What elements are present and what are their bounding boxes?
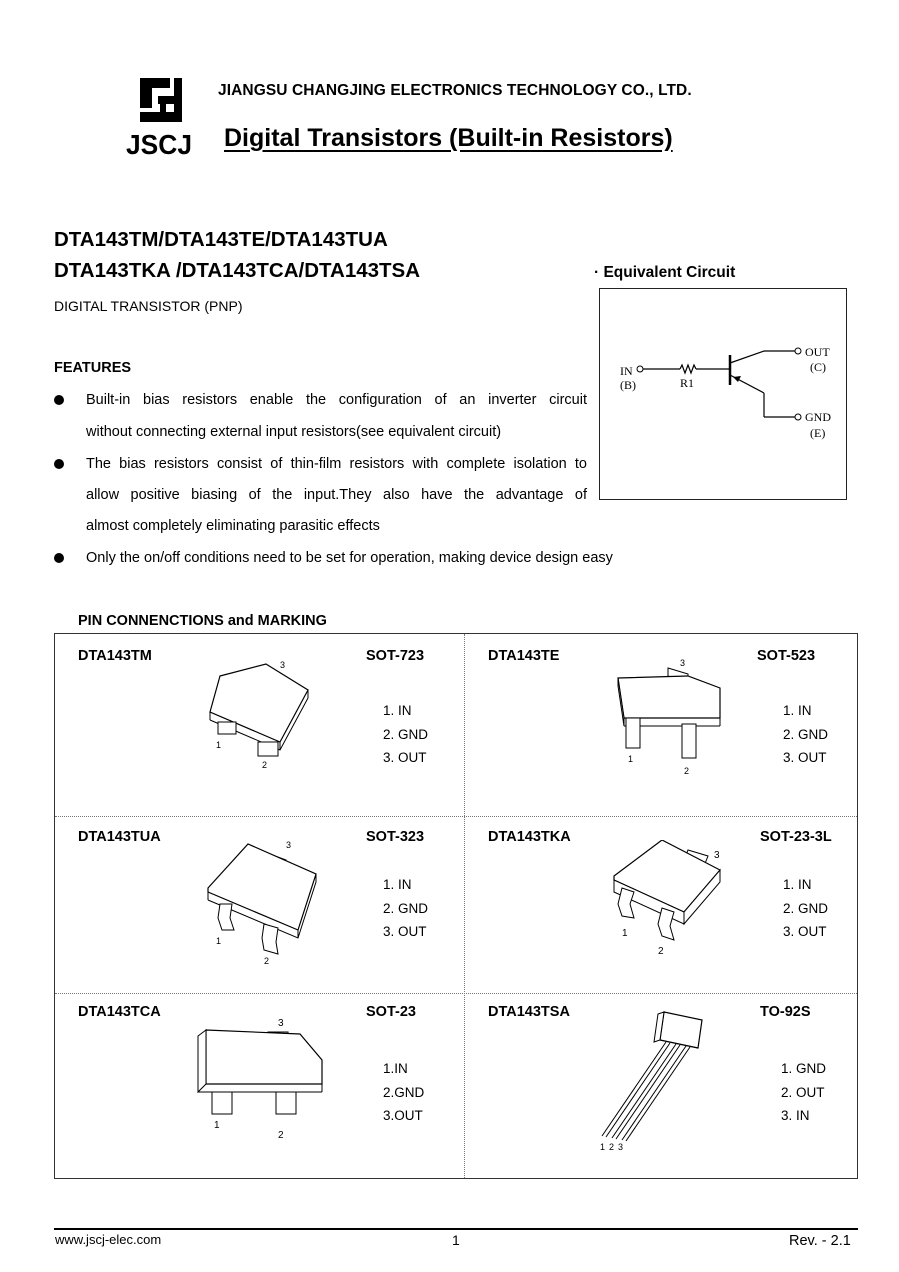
feature-2-line-3: almost completely eliminating parasitic effects [86,518,380,534]
logo-text: JSCJ [126,129,192,156]
sot-23-package-drawing [192,1012,332,1144]
svg-text:3: 3 [714,850,720,861]
pin-2-label: 2. GND [783,900,829,916]
resistor-r1 [680,365,696,373]
bullet-icon [54,459,64,469]
device-subtitle: DIGITAL TRANSISTOR (PNP) [54,298,243,314]
pin-1-label: 1. IN [783,877,812,892]
svg-text:1: 1 [600,1142,606,1152]
cell-package-name: SOT-23 [366,1004,416,1020]
feature-1-line-2: without connecting external input resistors(see equivalent circuit) [86,424,502,440]
circuit-gnd-label: GND [805,410,831,424]
footer-website-link[interactable]: www.jscj-elec.com [55,1232,162,1247]
svg-text:1: 1 [216,936,222,946]
svg-text:2: 2 [278,1130,284,1141]
cell-part-name: DTA143TCA [78,1004,161,1020]
pin-1-label: 1. IN [383,877,412,892]
pin-3-label: 3. OUT [383,750,427,765]
svg-text:2: 2 [609,1142,615,1152]
svg-text:3: 3 [618,1142,624,1152]
equivalent-circuit-diagram [599,288,847,500]
part-numbers-line-1: DTA143TM/DTA143TE/DTA143TUA [54,228,388,251]
bullet-icon [54,553,64,563]
collector-leg [730,351,764,363]
feature-1-line-1: Built-in bias resistors enable the configuration of an inverter circuit [86,392,587,408]
equivalent-circuit-label: · Equivalent Circuit [594,264,736,281]
document-title: Digital Transistors (Built-in Resistors) [224,124,673,152]
company-logo [126,74,192,156]
bullet-icon [54,395,64,405]
pin-3-label: 3. OUT [383,924,427,939]
circuit-gnd-pin: (E) [810,426,826,440]
resistor-label: R1 [680,376,695,390]
pin-2-label: 2. GND [383,726,429,742]
svg-text:3: 3 [278,1018,284,1029]
features-heading: FEATURES [54,360,132,376]
svg-text:3: 3 [680,658,686,668]
table-divider-horizontal [55,993,857,994]
pin-2-label: 2.GND [383,1084,425,1100]
circuit-out-pin: (C) [810,360,826,374]
svg-text:2: 2 [684,766,690,776]
table-divider-vertical [464,634,465,1178]
cell-pin-list [383,1057,424,1128]
pin-2-label: 2. OUT [781,1084,825,1100]
svg-text:3: 3 [280,660,286,670]
sot-23-3l-package-drawing [608,840,734,960]
table-divider-horizontal [55,816,857,817]
cell-part-name: DTA143TKA [488,829,571,845]
svg-text:1: 1 [216,740,222,750]
cell-pin-list [783,873,828,944]
in-terminal [637,366,643,372]
footer-revision: Rev. - 2.1 [789,1233,851,1249]
pin-3-label: 3. IN [781,1108,810,1123]
sot-723-package-drawing [200,656,320,772]
cell-package-name: SOT-323 [366,829,425,845]
pin-2-label: 2. GND [783,726,829,742]
pin-3-label: 3. OUT [783,924,827,939]
svg-text:1: 1 [628,754,634,764]
svg-text:3: 3 [286,840,292,850]
cell-part-name: DTA143TSA [488,1004,570,1020]
sot-323-package-drawing [198,838,324,968]
cell-part-name: DTA143TUA [78,829,161,845]
company-name: JIANGSU CHANGJING ELECTRONICS TECHNOLOGY CO., LTD. [218,82,692,99]
cell-package-name: SOT-723 [366,648,425,664]
cell-part-name: DTA143TM [78,648,152,664]
sot-523-package-drawing [608,654,728,776]
feature-2-line-1: The bias resistors consist of thin-film resistors with complete isolation to [86,456,587,472]
circuit-in-pin: (B) [620,378,636,392]
svg-text:2: 2 [264,956,270,966]
pin-3-label: 3. OUT [783,750,827,765]
pin-connections-table [54,633,858,1179]
pin-1-label: 1. GND [781,1061,827,1076]
footer-page-number: 1 [452,1232,460,1248]
footer-rule [54,1228,858,1230]
feature-3-line-1: Only the on/off conditions need to be set for operation, making device design easy [86,550,613,566]
cell-pin-list [383,699,428,770]
gnd-terminal [795,414,801,420]
cell-pin-list [781,1057,826,1128]
cell-package-name: SOT-23-3L [760,829,832,845]
circuit-in-label: IN [620,364,633,378]
out-terminal [795,348,801,354]
pin-1-label: 1.IN [383,1061,408,1076]
feature-2-line-2: allow positive biasing of the input.They also have the advantage of [86,487,587,503]
cell-pin-list [383,873,428,944]
svg-text:2: 2 [262,760,268,770]
cell-package-name: TO-92S [760,1004,811,1020]
equivalent-circuit-title: Equivalent Circuit [603,264,736,281]
circuit-out-label: OUT [805,345,830,359]
svg-text:1: 1 [214,1120,220,1131]
to-92s-package-drawing [594,1004,714,1154]
svg-text:2: 2 [658,946,664,957]
part-numbers-line-2: DTA143TKA /DTA143TCA/DTA143TSA [54,259,421,282]
svg-text:1: 1 [622,928,628,939]
pin-3-label: 3.OUT [383,1108,423,1123]
pin-1-label: 1. IN [383,703,412,718]
pin-1-label: 1. IN [783,703,812,718]
emitter-arrow [733,376,741,382]
pin-2-label: 2. GND [383,900,429,916]
pin-connections-heading: PIN CONNENCTIONS and MARKING [78,613,327,629]
cell-pin-list [783,699,828,770]
cell-package-name: SOT-523 [757,648,816,664]
cell-part-name: DTA143TE [488,648,560,664]
